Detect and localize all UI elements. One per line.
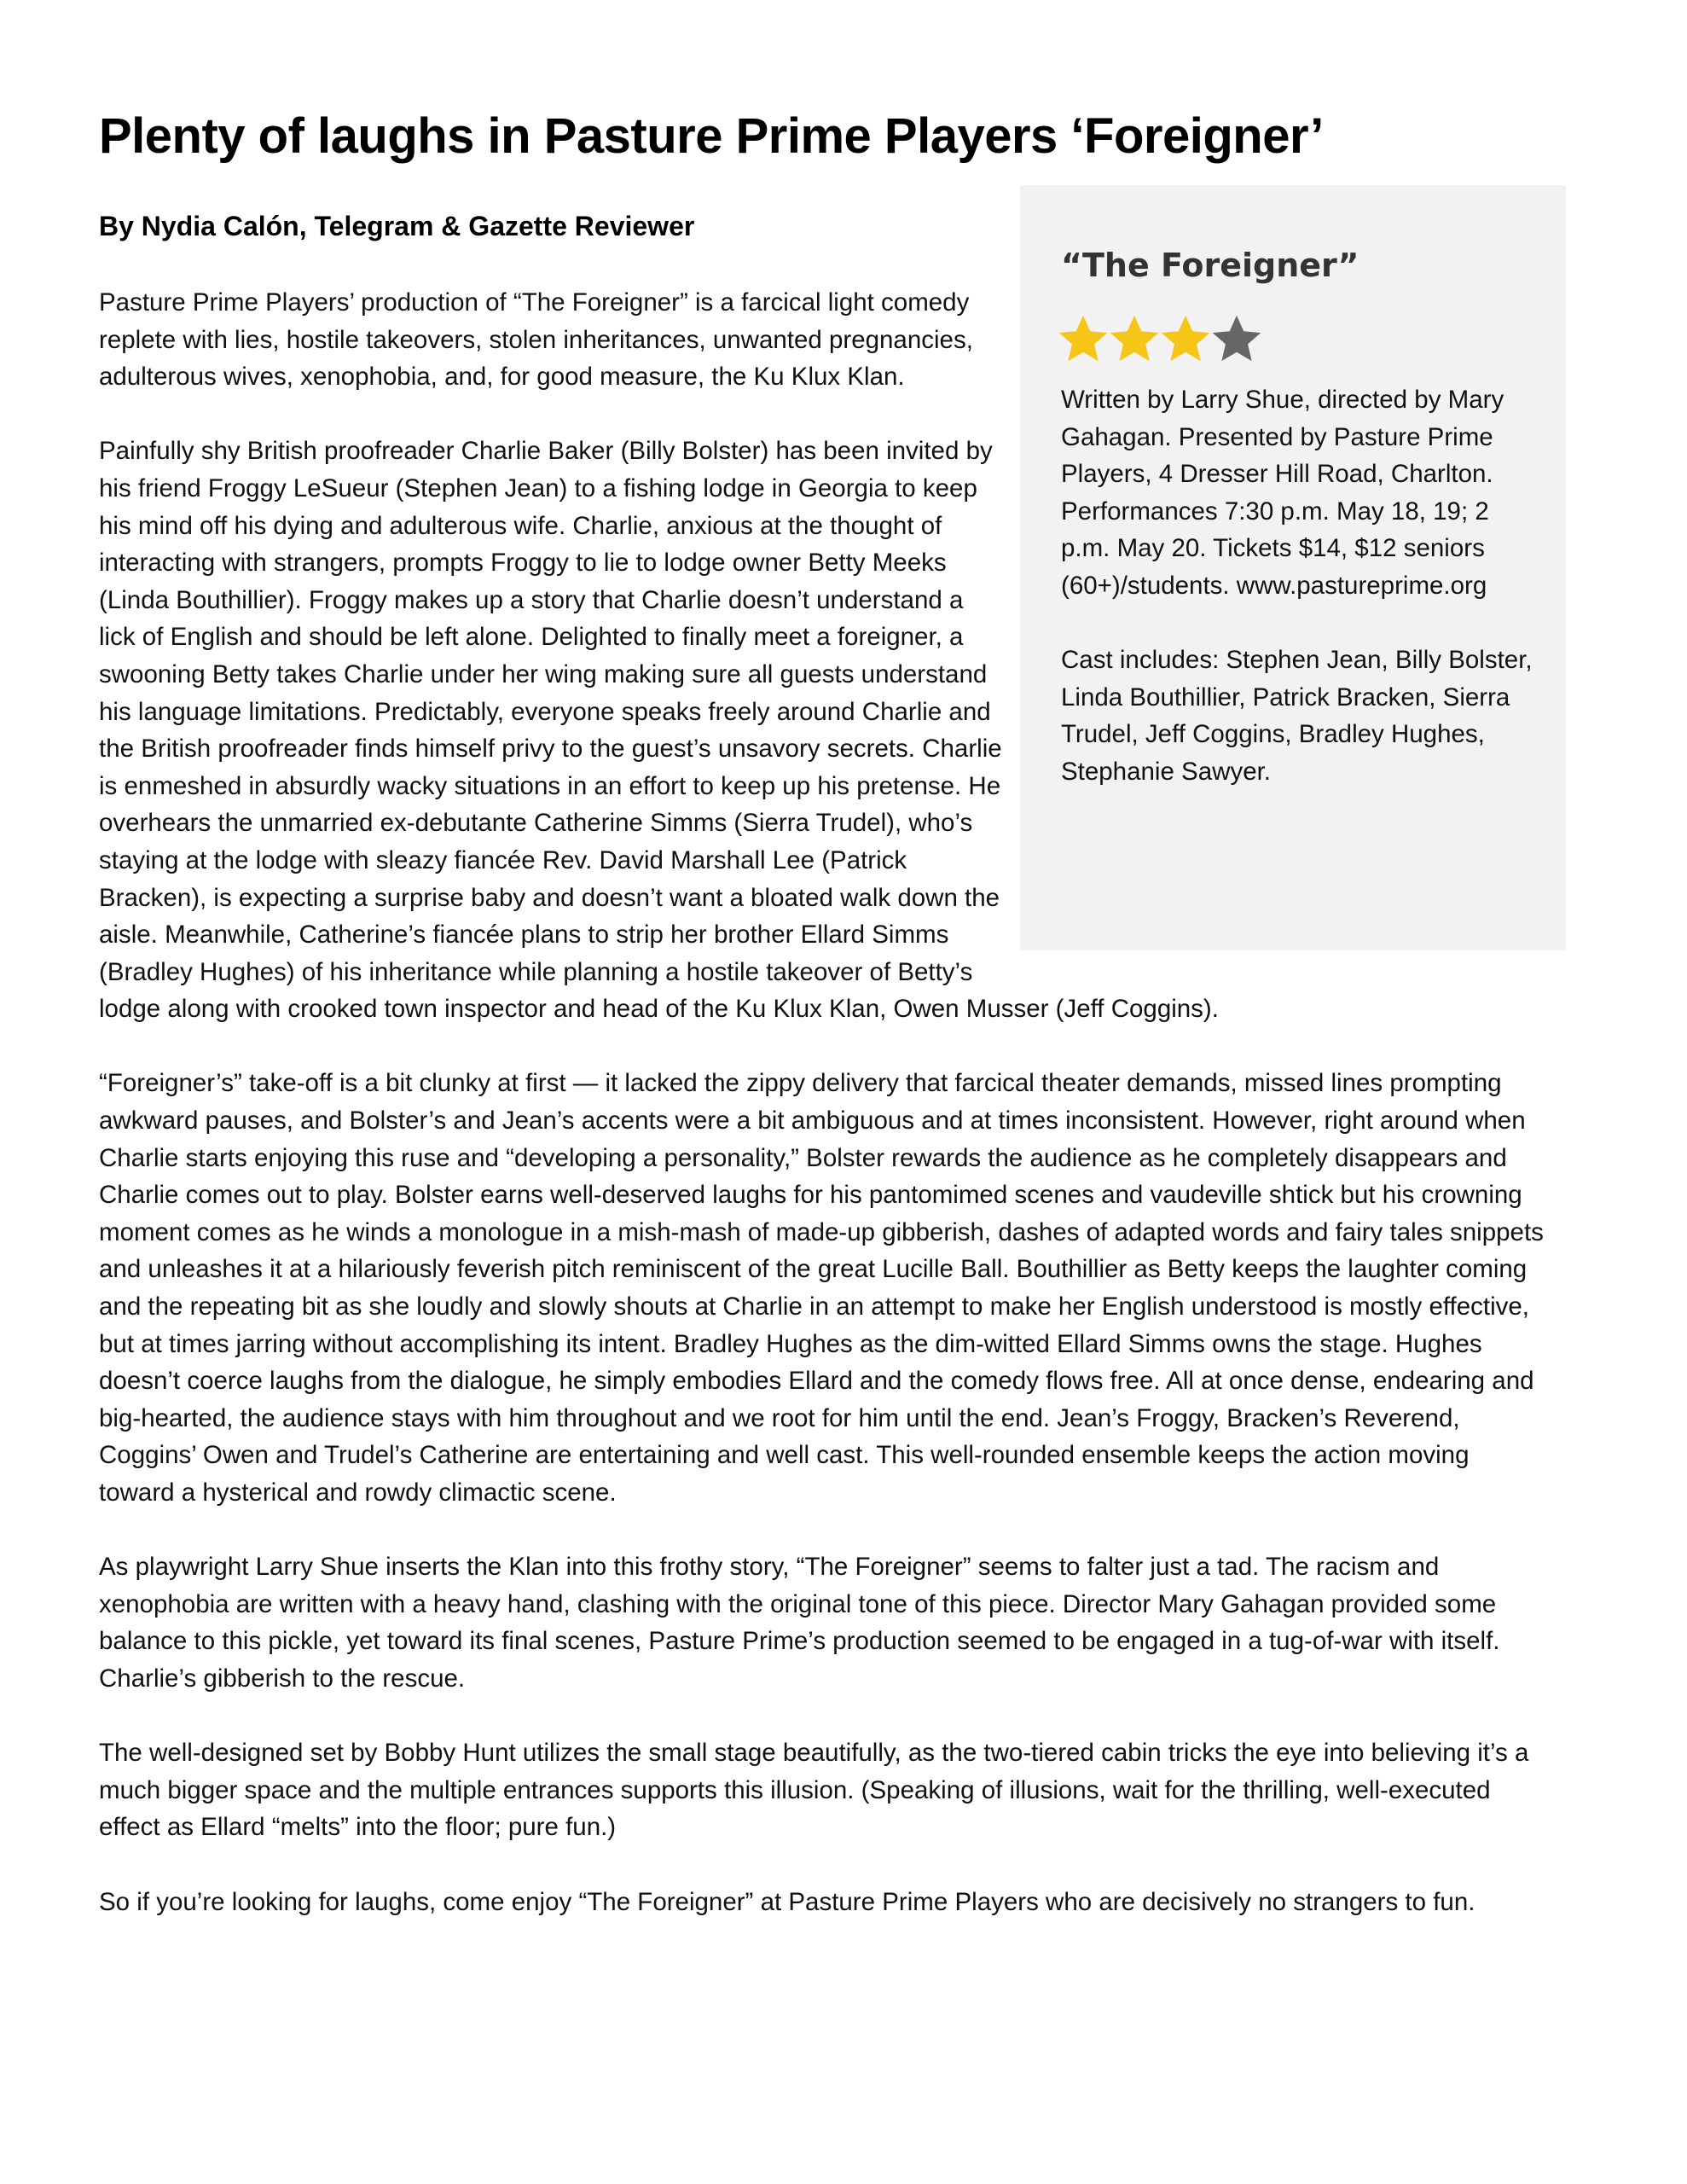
- article-headline: Plenty of laughs in Pasture Prime Players ‘Foreigner’: [99, 108, 1324, 164]
- star-empty-icon: [1209, 311, 1264, 366]
- review-info-box: [1020, 185, 1566, 950]
- article-paragraph: Painfully shy British proofreader Charlie Baker (Billy Bolster) has been invited by his friend Froggy LeSueur (Stephen Jean) to a fishing lodge in Georgia to keep his mind off his dying and adulterous wife. Charlie, anxious at the thought of interacting with strangers, prompts Froggy to lie to lodge owner Betty Meeks (Linda Bouthillier). Froggy makes up a story that Charlie doesn’t understand a lick of English and should be left alone. Delighted to finally meet a foreigner, a swooning Betty takes Charlie under her wing making sure all guests understand his language limitations. Predictably, everyone speaks freely around Charlie and the British proofreader finds himself privy to the guest’s unsavory secrets. Charlie is enmeshed in absurdly wacky situations in an effort to keep up his pretense. He overhears the unmarried ex-debutante Catherine Simms (Sierra Trudel), who’s staying at the lodge with sleazy fiancée Rev. David Marshall Lee (Patrick Bracken), is expecting a surprise baby and doesn’t want a bloated walk down the aisle. Meanwhile, Catherine’s fiancée plans to strip her brother Ellard Simms (Bradley Hughes) of his inheritance while planning a hostile takeover of Betty’s lodge along with crooked town inspector and head of the Ku Klux Klan, Owen Musser (Jeff Coggins).: [99, 437, 1219, 1024]
- show-details: Written by Larry Shue, directed by Mary Gahagan. Presented by Pasture Prime Players, 4 Dresser Hill Road, Charlton. Performances 7:30 p.m. May 18, 19; 2 p.m. May 20. Tickets $14, $12 seniors (60+)/students. www.pastureprime.org: [1061, 386, 1504, 600]
- star-rating: [1056, 308, 1540, 369]
- article-body: [99, 247, 1545, 1958]
- star-filled-icon: [1056, 311, 1110, 366]
- article-paragraph: Pasture Prime Players’ production of “The Foreigner” is a farcical light comedy replete with lies, hostile takeovers, stolen inheritances, unwanted pregnancies, adulterous wives, xenophobia, and, for good measure, the Ku Klux Klan.: [99, 288, 973, 392]
- cast-list: Cast includes: Stephen Jean, Billy Bolster, Linda Bouthillier, Patrick Bracken, Sierra Trudel, Jeff Coggins, Bradley Hughes, Stephanie Sawyer.: [1061, 646, 1533, 786]
- star-filled-icon: [1158, 311, 1213, 366]
- article-byline: By Nydia Calón, Telegram & Gazette Reviewer: [99, 211, 695, 241]
- article-paragraph: So if you’re looking for laughs, come enjoy “The Foreigner” at Pasture Prime Players who are decisively no strangers to fun.: [99, 1887, 1475, 1916]
- star-filled-icon: [1107, 311, 1162, 366]
- article-paragraph: “Foreigner’s” take-off is a bit clunky at first — it lacked the zippy delivery that farcical theater demands, missed lines prompting awkward pauses, and Bolster’s and Jean’s accents were a bit ambiguous and at times inconsistent. However, right around when Charlie starts enjoying this ruse and “developing a personality,” Bolster rewards the audience as he completely disappears and Charlie comes out to play. Bolster earns well-deserved laughs for his pantomimed scenes and vaudeville shtick but his crowning moment comes as he winds a monologue in a mish-mash of made-up gibberish, dashes of adapted words and fairy tales snippets and unleashes it at a hilariously feverish pitch reminiscent of the great Lucille Ball. Bouthillier as Betty keeps the laughter coming and the repeating bit as she loudly and slowly shouts at Charlie in an attempt to make her English understood is mostly effective, but at times jarring without accomplishing its intent. Bradley Hughes as the dim-witted Ellard Simms owns the stage. Hughes doesn’t coerce laughs from the dialogue, he simply embodies Ellard and the comedy flows free. All at once dense, endearing and big-hearted, the audience stays with him throughout and we root for him until the end. Jean’s Froggy, Bracken’s Reverend, Coggins’ Owen and Trudel’s Catherine are entertaining and well cast. This well-rounded ensemble keeps the action moving toward a hysterical and rowdy climactic scene.: [99, 1069, 1544, 1507]
- show-title: “The Foreigner”: [1061, 247, 1359, 284]
- article-paragraph: The well-designed set by Bobby Hunt utilizes the small stage beautifully, as the two-tiered cabin tricks the eye into believing it’s a much bigger space and the multiple entrances supports this illusion. (Speaking of illusions, wait for the thrilling, well-executed effect as Ellard “melts” into the floor; pure fun.): [99, 1739, 1529, 1842]
- article-paragraph: As playwright Larry Shue inserts the Klan into this frothy story, “The Foreigner” seems to falter just a tad. The racism and xenophobia are written with a heavy hand, clashing with the original tone of this piece. Director Mary Gahagan provided some balance to this pickle, yet toward its final scenes, Pasture Prime’s production seemed to be engaged in a tug-of-war with itself. Charlie’s gibberish to the rescue.: [99, 1553, 1500, 1693]
